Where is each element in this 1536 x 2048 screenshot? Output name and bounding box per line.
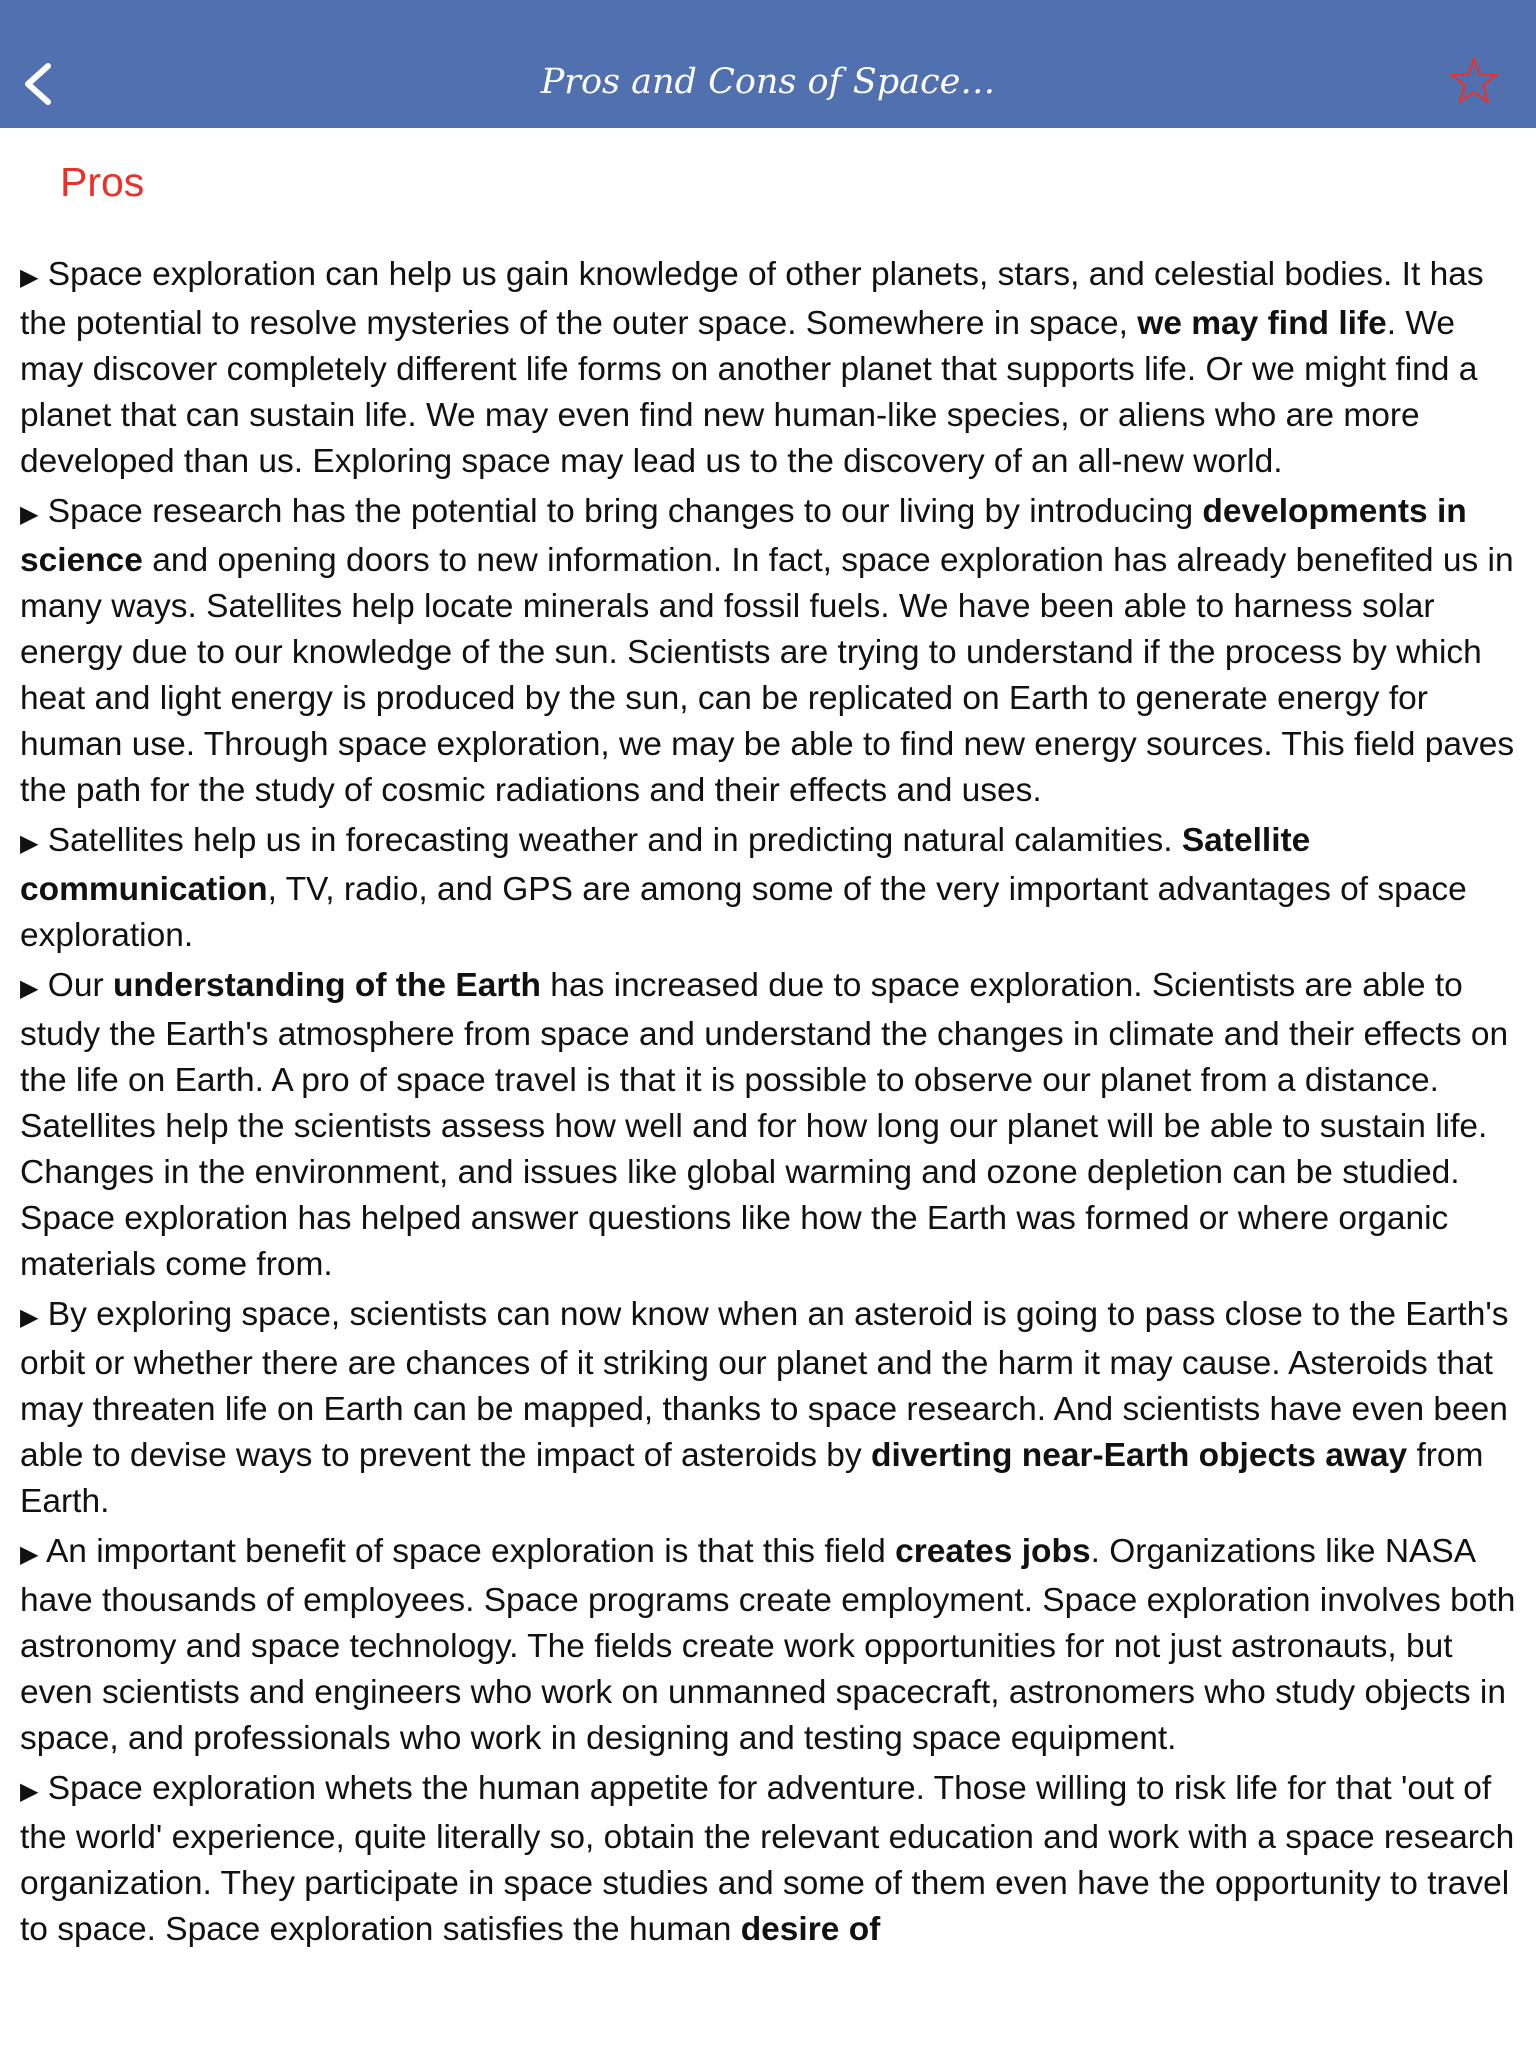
bullet-triangle-icon: ▶ xyxy=(20,501,39,528)
paragraph-text: Space exploration can help us gain knowledge of other planets, stars, and celestial bodies. It has the potential to resolve mysteries of the outer space. Somewhere in space, xyxy=(20,256,1484,342)
favorite-button[interactable] xyxy=(1449,56,1499,106)
article-body xyxy=(20,252,1524,1957)
paragraph-bold: Satellite communication xyxy=(20,822,1311,908)
paragraph-bold: diverting near-Earth objects away xyxy=(870,1437,1408,1474)
bullet-triangle-icon: ▶ xyxy=(20,1541,39,1568)
paragraph xyxy=(20,963,1524,1288)
paragraph-text: An important benefit of space exploration is that this field xyxy=(45,1533,896,1570)
paragraph-bold: we may find life xyxy=(1137,305,1387,342)
paragraph-text: By exploring space, scientists can now know when an asteroid is going to pass close to the Earth's orbit or whether there are chances of it striking our planet and the harm it may cause. Asteroids that may threaten life on Earth can be mapped, thanks to space research. And scientists have even been able to devise ways to prevent the impact of asteroids by xyxy=(20,1296,1509,1474)
paragraph-text: . We may discover completely different life forms on another planet that supports life. Or we might find a planet that can sustain life. We may even find new human-like species, or aliens who are more developed than us. Exploring space may lead us to the discovery of an all-new world. xyxy=(20,305,1478,480)
paragraph xyxy=(20,818,1524,959)
bullet-triangle-icon: ▶ xyxy=(20,1304,39,1331)
paragraph-bold: desire of xyxy=(740,1911,881,1948)
paragraph-text: and opening doors to new information. In fact, space exploration has already benefited us in many ways. Satellites help locate minerals and fossil fuels. We have been able to harness solar energy due to our knowledge of the sun. Scientists are trying to understand if the process by which heat and light energy is produced by the sun, can be replicated on Earth to generate energy for human use. Through space exploration, we may be able to find new energy sources. This field paves the path for the study of cosmic radiations and their effects and uses. xyxy=(20,542,1515,809)
paragraph xyxy=(20,1292,1524,1525)
paragraph-text: Space exploration whets the human appetite for adventure. Those willing to risk life for that 'out of the world' experience, quite literally so, obtain the relevant education and work with a space research organization. They participate in space studies and some of them even have the opportunity to travel to space. Space exploration satisfies the human xyxy=(20,1770,1515,1948)
paragraph-text: Satellites help us in forecasting weather and in predicting natural calamities. xyxy=(47,822,1182,859)
bullet-triangle-icon: ▶ xyxy=(20,830,39,857)
paragraph-text: Space research has the potential to bring changes to our living by introducing xyxy=(47,493,1203,530)
paragraph xyxy=(20,252,1524,485)
bullet-triangle-icon: ▶ xyxy=(20,264,39,291)
back-button[interactable] xyxy=(14,54,62,114)
chevron-left-icon xyxy=(14,54,62,114)
paragraph-bold: developments in science xyxy=(20,493,1467,579)
paragraph xyxy=(20,489,1524,814)
nav-bar xyxy=(0,0,1536,128)
paragraph-bold: understanding of the Earth xyxy=(112,967,541,1004)
paragraph-text: from Earth. xyxy=(20,1437,1484,1520)
paragraph-text: , TV, radio, and GPS are among some of the very important advantages of space exploration. xyxy=(20,871,1467,954)
paragraph-text: has increased due to space exploration. Scientists are able to study the Earth's atmosphere from space and understand the changes in climate and their effects on the life on Earth. A pro of space travel is that it is possible to observe our planet from a distance. Satellites help the scientists assess how well and for how long our planet will be able to sustain life. Changes in the environment, and issues like global warming and ozone depletion can be studied. Space exploration has helped answer questions like how the Earth was formed or where organic materials come from. xyxy=(20,967,1509,1283)
paragraph-text: Our xyxy=(47,967,113,1004)
section-heading-pros: Pros xyxy=(60,159,145,205)
paragraph xyxy=(20,1529,1524,1762)
bullet-triangle-icon: ▶ xyxy=(20,1778,39,1805)
article-scroll-view[interactable] xyxy=(0,128,1536,2048)
paragraph-text: . Organizations like NASA have thousands of employees. Space programs create employment. Space exploration involves both astronomy and space technology. The fields create work opportunities for not just astronauts, but even scientists and engineers who work on unmanned spacecraft, astronomers who study objects in space, and professionals who work in designing and testing space equipment. xyxy=(20,1533,1516,1757)
star-outline-icon xyxy=(1449,56,1499,106)
page-title: Pros and Cons of Space… xyxy=(540,62,996,102)
paragraph-bold: creates jobs xyxy=(895,1533,1091,1570)
paragraph xyxy=(20,1766,1524,1953)
bullet-triangle-icon: ▶ xyxy=(20,975,39,1002)
